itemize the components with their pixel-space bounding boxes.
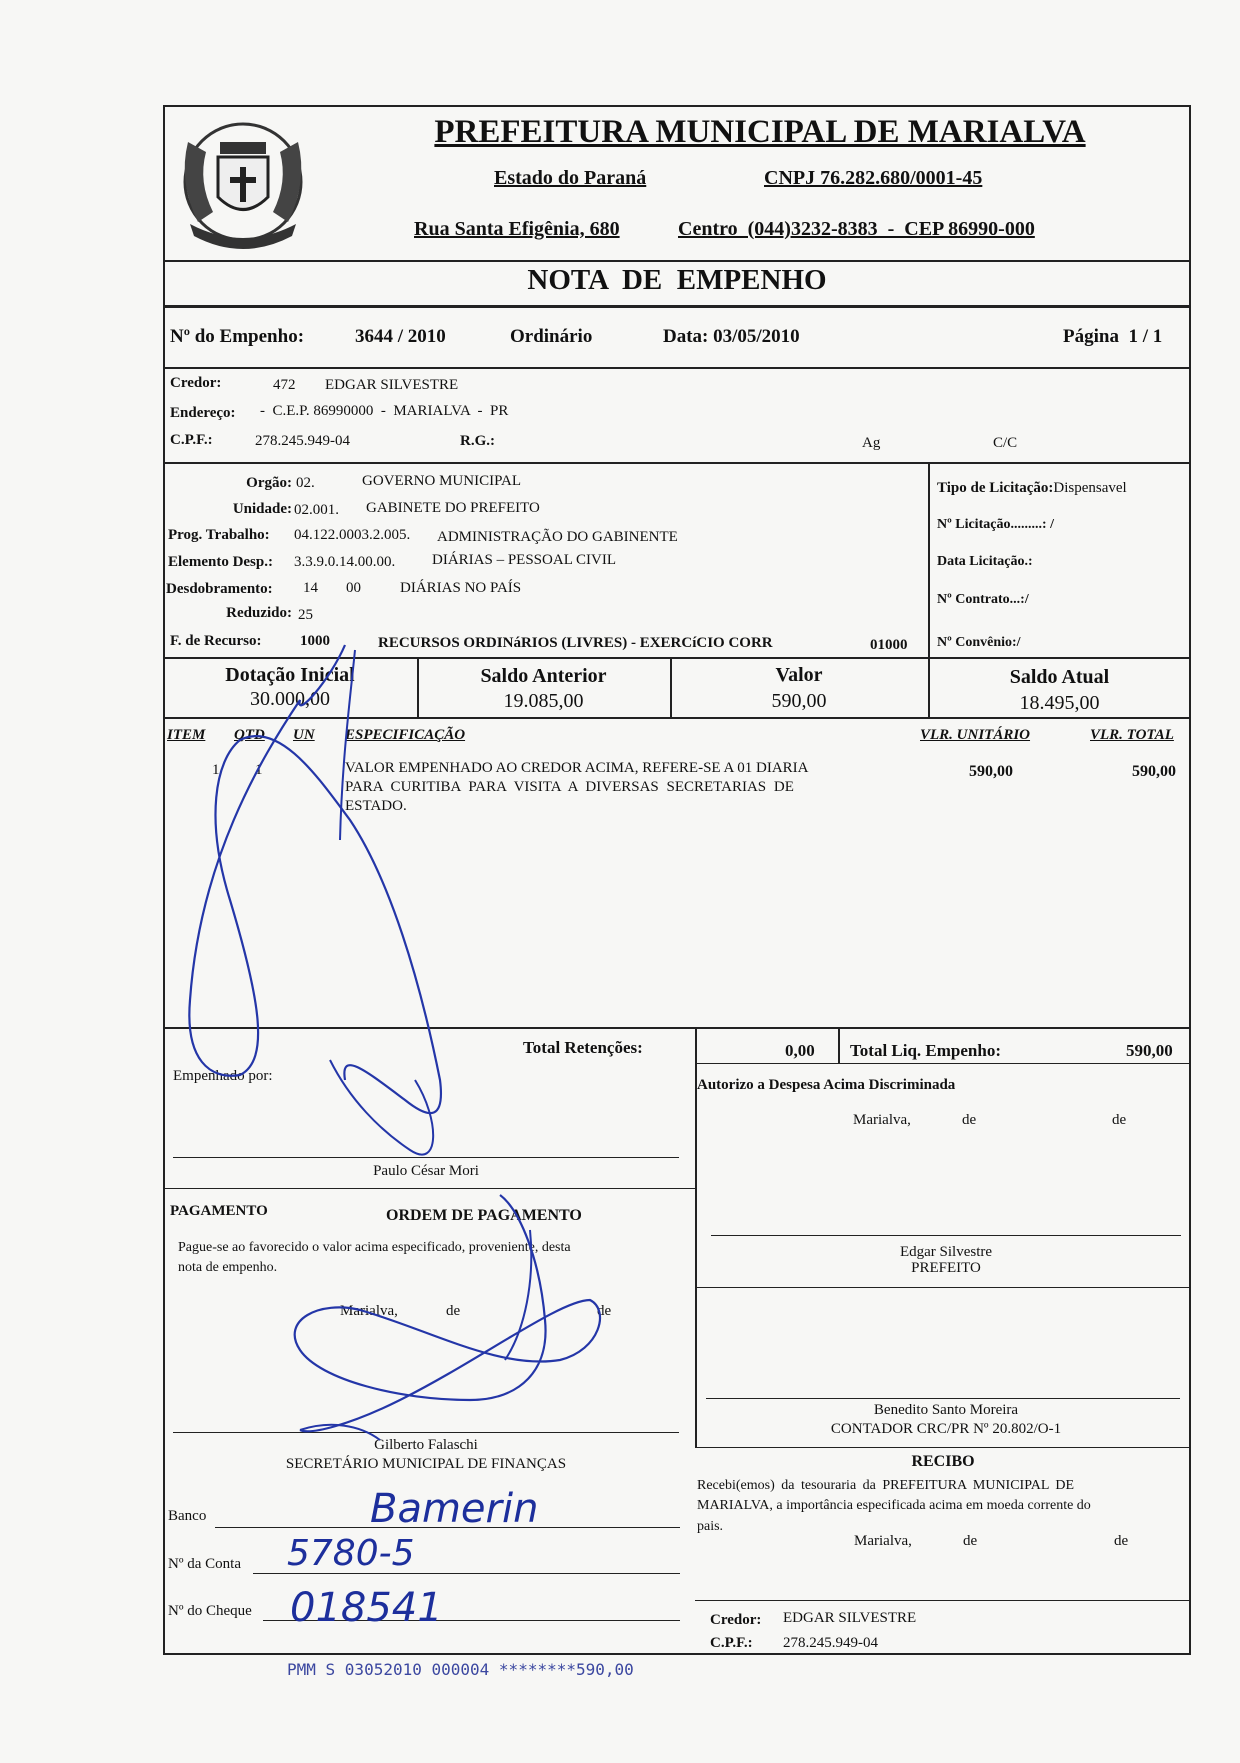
orgao-label: Orgão: [246, 475, 292, 491]
orgao-code: 02. [296, 475, 315, 491]
saldo-anterior-label: Saldo Anterior [480, 665, 607, 687]
header-cnpj: CNPJ 76.282.680/0001-45 [764, 167, 983, 189]
desd-sub: 00 [346, 580, 361, 596]
empenho-date: Data: 03/05/2010 [663, 326, 800, 347]
dotacao-label: Dotação Inicial [225, 664, 355, 686]
red-label: Reduzido: [226, 605, 292, 621]
address-label: Endereço: [170, 405, 236, 421]
row-spec-line2: PARA CURITIBA PARA VISITA A DIVERSAS SECRETARIAS DE [345, 779, 794, 795]
saldo-atual-label: Saldo Atual [1009, 666, 1110, 688]
autorizo-de2: de [1112, 1112, 1127, 1128]
cpf-value: 278.245.949-04 [255, 433, 350, 449]
unidade-code: 02.001. [294, 502, 339, 518]
recibo-text3: pais. [697, 1519, 724, 1534]
frec-label: F. de Recurso: [170, 633, 262, 649]
conta-label: Nº da Conta [168, 1556, 241, 1572]
ordem-pagamento: ORDEM DE PAGAMENTO [386, 1207, 582, 1224]
licitacao-type-label: Tipo de Licitação: [937, 480, 1054, 496]
recibo-de1: de [963, 1533, 978, 1549]
credor-name: EDGAR SILVESTRE [325, 377, 459, 393]
empenho-number: 3644 / 2010 [355, 326, 446, 347]
header-address: Centro (044)3232-8383 - CEP 86990-000 [678, 218, 1035, 240]
empenho-label: Nº do Empenho: [170, 326, 305, 347]
banco-label: Banco [168, 1508, 207, 1524]
row-spec-line3: ESTADO. [345, 798, 407, 814]
pagamento-text2: nota de empenho. [178, 1260, 278, 1275]
elem-label: Elemento Desp.: [168, 554, 273, 570]
saldo-anterior-value: 19.085,00 [503, 690, 584, 712]
unidade-name: GABINETE DO PREFEITO [366, 500, 540, 516]
recibo-title: RECIBO [911, 1453, 975, 1470]
header-title: PREFEITURA MUNICIPAL DE MARIALVA [434, 114, 1086, 150]
banco-handwritten: Bamerin [370, 1486, 539, 1532]
frec-name: RECURSOS ORDINáRIOS (LIVRES) - EXERCíCIO CORR [378, 635, 773, 651]
cc-label: C/C [993, 435, 1018, 451]
licitacao-type-value: Dispensavel [1053, 480, 1127, 496]
autorizo-marialva: Marialva, [853, 1112, 911, 1128]
col-un: UN [293, 727, 315, 743]
prog-name: ADMINISTRAÇÃO DO GABINENTE [437, 529, 678, 545]
col-total-value: VLR. TOTAL [1090, 727, 1174, 743]
prefeito-title: PREFEITO [911, 1260, 981, 1276]
empenhado-por-label: Empenhado por: [173, 1068, 273, 1084]
row-qtd: 1 [255, 762, 263, 778]
row-item: 1 [212, 762, 220, 778]
unidade-label: Unidade: [232, 501, 292, 517]
recibo-credor-name: EDGAR SILVESTRE [783, 1610, 917, 1626]
elem-code: 3.3.9.0.14.00.00. [294, 554, 396, 570]
recibo-text1: Recebi(emos) da tesouraria da PREFEITURA MUNICIPAL DE [697, 1478, 1075, 1493]
desd-name: DIÁRIAS NO PAÍS [400, 580, 522, 596]
retencoes-value: 0,00 [785, 1041, 815, 1060]
recibo-credor-label: Credor: [710, 1612, 762, 1628]
contador-name: Benedito Santo Moreira [873, 1402, 1019, 1418]
pagamento-marialva: Marialva, [340, 1303, 398, 1319]
pagamento-label: PAGAMENTO [170, 1203, 268, 1219]
col-spec: ESPECIFICAÇÃO [345, 727, 466, 743]
empenhado-name: Paulo César Mori [373, 1163, 479, 1179]
pagamento-text1: Pague-se ao favorecido o valor acima especificado, proveniente, desta [178, 1240, 571, 1255]
autorizo-de1: de [962, 1112, 977, 1128]
secretario-title: SECRETÁRIO MUNICIPAL DE FINANÇAS [285, 1456, 567, 1472]
valor-label: Valor [775, 664, 823, 686]
contador-title: CONTADOR CRC/PR Nº 20.802/O-1 [830, 1421, 1062, 1437]
rg-label: R.G.: [460, 433, 495, 449]
recibo-de2: de [1114, 1533, 1129, 1549]
row-unit-value: 590,00 [969, 763, 1013, 780]
frec-num: 01000 [870, 637, 908, 653]
empenho-type: Ordinário [510, 326, 593, 347]
prog-label: Prog. Trabalho: [168, 527, 270, 543]
convenio: Nº Convênio:/ [937, 635, 1021, 650]
saldo-atual-value: 18.495,00 [1019, 692, 1100, 714]
pagamento-de1: de [446, 1303, 461, 1319]
liq-label: Total Liq. Empenho: [850, 1041, 1001, 1060]
cheque-handwritten: 018541 [290, 1585, 443, 1631]
cpf-label: C.P.F.: [170, 432, 213, 448]
recibo-text2: MARIALVA, a importância especificada acima em moeda corrente do [697, 1498, 1091, 1513]
desd-label: Desdobramento: [166, 581, 273, 597]
header-street: Rua Santa Efigênia, 680 [414, 218, 620, 240]
frec-code: 1000 [300, 633, 330, 649]
recibo-cpf: 278.245.949-04 [783, 1635, 878, 1651]
autorizo-label: Autorizo a Despesa Acima Discriminada [697, 1077, 956, 1093]
pagamento-de2: de [597, 1303, 612, 1319]
credor-code: 472 [273, 377, 296, 393]
conta-handwritten: 5780-5 [287, 1533, 415, 1574]
address-value: - C.E.P. 86990000 - MARIALVA - PR [260, 403, 509, 419]
ag-label: Ag [862, 435, 881, 451]
prefeito-name: Edgar Silvestre [899, 1244, 993, 1260]
desd-code: 14 [303, 580, 318, 596]
recibo-marialva: Marialva, [854, 1533, 912, 1549]
col-unit-value: VLR. UNITÁRIO [920, 727, 1031, 743]
col-qtd: QTD [234, 727, 265, 743]
orgao-name: GOVERNO MUNICIPAL [362, 473, 522, 489]
liq-value: 590,00 [1126, 1041, 1173, 1060]
licitacao-date: Data Licitação.: [937, 554, 1033, 569]
header-state: Estado do Paraná [494, 167, 647, 189]
licitacao-type [937, 480, 1127, 497]
coat-of-arms [168, 112, 318, 262]
retencoes-label: Total Retenções: [523, 1038, 643, 1057]
payment-stamp: PMM S 03052010 000004 ********590,00 [287, 1660, 634, 1679]
licitacao-number: Nº Licitação.........: / [937, 517, 1054, 532]
row-spec-line1: VALOR EMPENHADO AO CREDOR ACIMA, REFERE-SE A 01 DIARIA [345, 760, 809, 776]
dotacao-value: 30.000,00 [250, 688, 330, 710]
col-item: ITEM [167, 727, 206, 743]
page-number: Página 1 / 1 [1063, 326, 1163, 347]
contrato: Nº Contrato...:/ [937, 592, 1029, 607]
valor-value: 590,00 [771, 690, 827, 712]
doc-title: NOTA DE EMPENHO [527, 264, 827, 296]
elem-name: DIÁRIAS – PESSOAL CIVIL [432, 552, 617, 568]
prog-code: 04.122.0003.2.005. [294, 527, 411, 543]
recibo-cpf-label: C.P.F.: [710, 1635, 753, 1651]
secretario-name: Gilberto Falaschi [374, 1437, 478, 1453]
credor-label: Credor: [170, 375, 222, 391]
cheque-label: Nº do Cheque [168, 1603, 252, 1619]
red-value: 25 [298, 607, 313, 623]
row-total-value: 590,00 [1132, 763, 1176, 780]
